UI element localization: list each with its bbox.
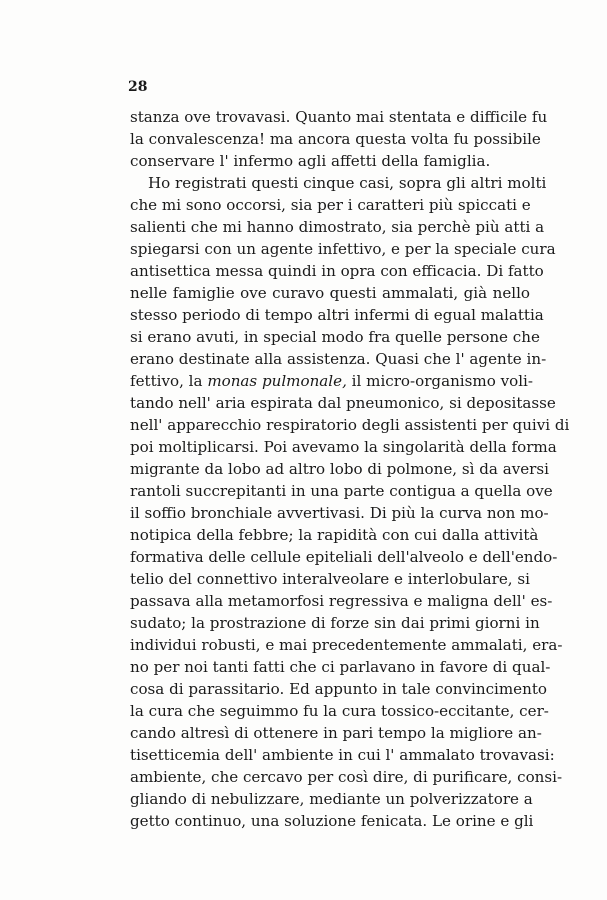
- text-line: la cura che seguimmo fu la cura tossico-eccitante, cer-: [130, 702, 549, 720]
- text-line: gliando di nebulizzare, mediante un polverizzatore a: [130, 790, 533, 808]
- text-line: antisettica messa quindi in opra con efficacia. Di fatto: [130, 262, 544, 280]
- text-line: telio del connettivo interalveolare e interlobulare, si: [130, 570, 530, 588]
- text-line: che mi sono occorsi, sia per i caratteri più spiccati e: [130, 196, 531, 214]
- text-line: salienti che mi hanno dimostrato, sia perchè più atti a: [130, 218, 545, 236]
- text-line: rantoli succrepitanti in una parte contigua a quella ove: [130, 482, 553, 500]
- text-line: conservare l' infermo agli affetti della famiglia.: [130, 152, 491, 170]
- text-line-with-italic: [130, 370, 533, 392]
- text-line: formativa delle cellule epiteliali dell'alveolo e dell'endo-: [130, 548, 558, 566]
- text-line: stesso periodo di tempo altri infermi di egual malattia: [130, 306, 544, 324]
- text-line: tando nell' aria espirata dal pneumonico, si depositasse: [130, 394, 556, 412]
- text-line: erano destinate alla assistenza. Quasi che l' agente in-: [130, 350, 547, 368]
- text-line: nelle famiglie ove curavo questi ammalati, già nello: [130, 284, 530, 302]
- text-line: getto continuo, una soluzione fenicata. Le orine e gli: [130, 812, 534, 830]
- text-line: migrante da lobo ad altro lobo di polmone, sì da aversi: [130, 460, 549, 478]
- text-line: cosa di parassitario. Ed appunto in tale convincimento: [130, 680, 547, 698]
- text-line: poi moltiplicarsi. Poi avevamo la singolarità della forma: [130, 438, 557, 456]
- text-line: individui robusti, e mai precedentemente ammalati, era-: [130, 636, 563, 654]
- text-line: notipica della febbre; la rapidità con cui dalla attività: [130, 526, 539, 544]
- text-segment: il micro-organismo voli-: [346, 372, 533, 390]
- text-line: il soffio bronchiale avvertivasi. Di più la curva non mo-: [130, 504, 549, 522]
- text-line: ambiente, che cercavo per così dire, di purificare, consi-: [130, 768, 563, 786]
- text-line: spiegarsi con un agente infettivo, e per la speciale cura: [130, 240, 556, 258]
- text-line: passava alla metamorfosi regressiva e maligna dell' es-: [130, 592, 553, 610]
- text-line: la convalescenza! ma ancora questa volta fu possibile: [130, 130, 541, 148]
- text-segment: fettivo, la: [130, 372, 208, 390]
- body-text: [130, 106, 570, 832]
- text-line: si erano avuti, in special modo fra quelle persone che: [130, 328, 540, 346]
- text-line: no per noi tanti fatti che ci parlavano in favore di qual-: [130, 658, 551, 676]
- text-line: cando altresì di ottenere in pari tempo la migliore an-: [130, 724, 542, 742]
- text-line: stanza ove trovavasi. Quanto mai stentata e difficile fu: [130, 108, 548, 126]
- page-number: 28: [128, 79, 148, 95]
- text-line: nell' apparecchio respiratorio degli assistenti per quivi di: [130, 416, 570, 434]
- text-line: sudato; la prostrazione di forze sin dai primi giorni in: [130, 614, 540, 632]
- paragraph-start-line: Ho registrati questi cinque casi, sopra gli altri molti: [148, 174, 547, 192]
- text-line: tisetticemia dell' ambiente in cui l' ammalato trovavasi:: [130, 746, 555, 764]
- italic-term: monas pulmonale,: [207, 372, 347, 390]
